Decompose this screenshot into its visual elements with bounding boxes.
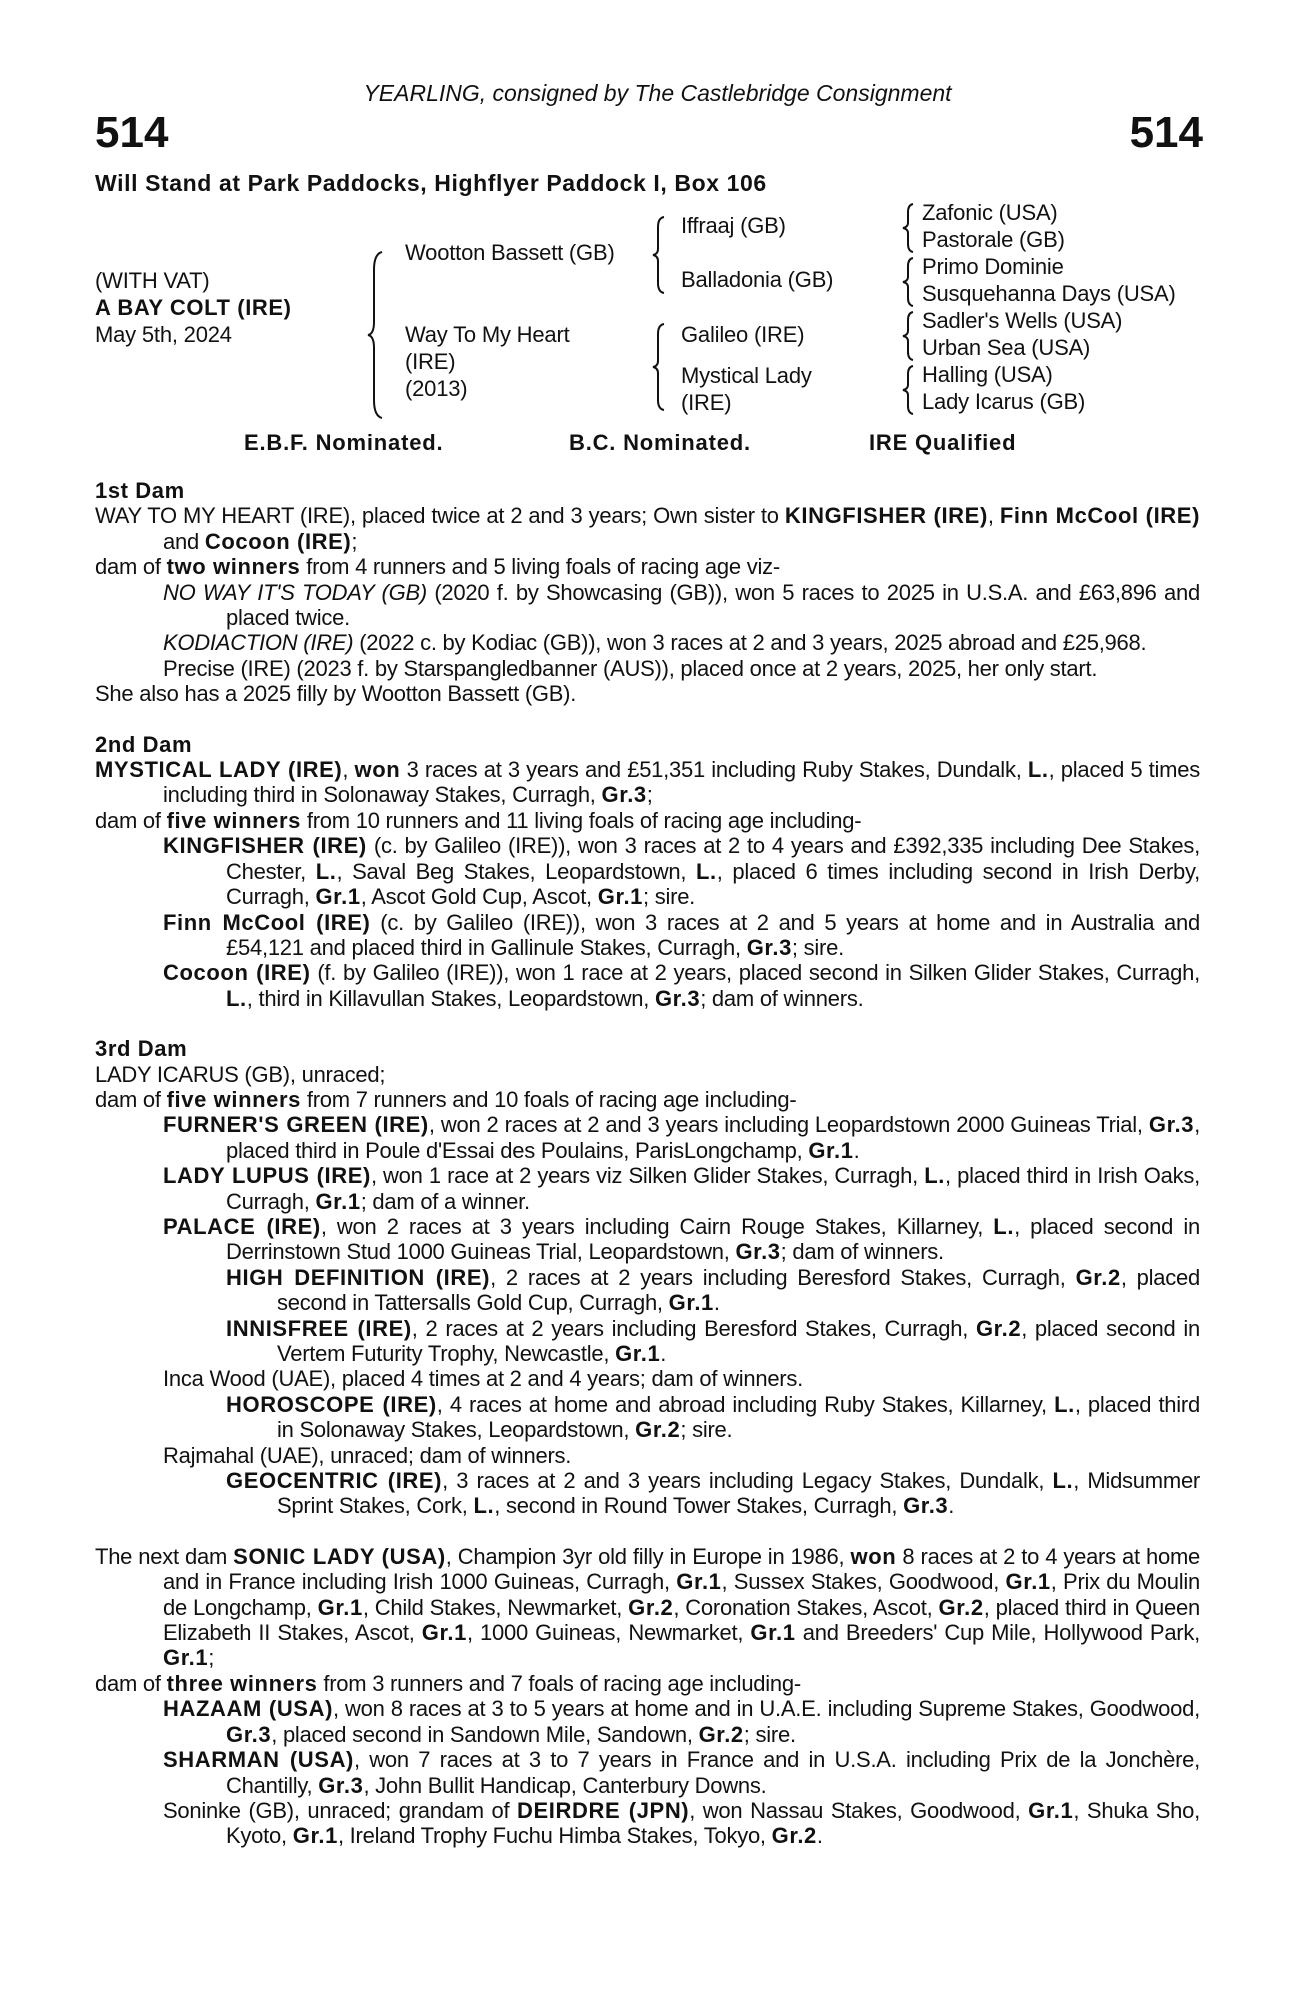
produce-record [95, 1265, 1200, 1316]
bold-text: Finn McCool (IRE) [163, 909, 371, 935]
text: , won 2 races at 2 and 3 years including Leopardstown 2000 Guineas Trial, [428, 1112, 1149, 1138]
text: ; [351, 528, 358, 554]
bold-text: L. [993, 1213, 1015, 1239]
bold-text: L. [696, 858, 717, 884]
text: and [163, 528, 205, 554]
ancestor-6: Urban Sea (USA) [922, 335, 1091, 360]
text: , 4 races at home and abroad including Ruby Stakes, Killarney, [436, 1391, 1055, 1417]
produce-record [95, 808, 1200, 833]
text: , placed third in Queen Elizabeth II Stakes, Ascot, [163, 1594, 1200, 1646]
produce-record [95, 656, 1200, 681]
bold-text: L. [1027, 757, 1049, 783]
bold-text: LADY LUPUS (IRE) [163, 1163, 371, 1189]
text: , won 1 race at 2 years viz Silken Glider Stakes, Curragh, [370, 1163, 925, 1189]
text: (c. by Galileo (IRE)), won 3 races at 2 to 4 years and £392,335 including Dee Stakes, Chester, [226, 833, 1200, 884]
text: , placed 5 times including third in Solonaway Stakes, Curragh, [163, 757, 1200, 808]
bold-text: five winners [166, 807, 301, 833]
text: , Ireland Trophy Fuchu Himba Stakes, Tokyo, [337, 1823, 772, 1849]
bold-text: Gr.2 [938, 1594, 984, 1620]
bold-text: Gr.1 [1028, 1797, 1074, 1823]
text: , placed second in Derrinstown Stud 1000 Guineas Trial, Leopardstown, [226, 1213, 1200, 1265]
bold-text: L. [924, 1163, 945, 1189]
text: , Champion 3yr old filly in Europe in 1986, [445, 1543, 851, 1569]
text: , placed 6 times including second in Irish Derby, Curragh, [226, 858, 1200, 910]
bold-text: Gr.2 [635, 1417, 681, 1443]
text: from 4 runners and 5 living foals of racing age viz- [300, 554, 780, 580]
dam-line-2: (IRE) [405, 349, 456, 374]
bold-text: INNISFREE (IRE) [226, 1315, 412, 1341]
text: LADY ICARUS (GB), unraced; [95, 1061, 386, 1087]
section-heading: 2nd Dam [95, 731, 193, 757]
text: , won 7 races at 3 to 7 years in France and in U.S.A. including Prix de la Jonchère, Chantilly, [226, 1747, 1201, 1798]
bold-text: Gr.1 [615, 1341, 661, 1366]
bold-text: MYSTICAL LADY (IRE) [95, 757, 343, 783]
text: ; sire. [743, 1721, 796, 1747]
text: Inca Wood (UAE), placed 4 times at 2 and 4 years; dam of winners. [163, 1366, 803, 1392]
ancestor-5: Sadler's Wells (USA) [922, 308, 1123, 333]
produce-record [95, 1214, 1200, 1265]
produce-record [95, 503, 1200, 554]
dam-line-3: (2013) [405, 376, 468, 401]
bold-text: two winners [166, 554, 301, 580]
produce-record [95, 757, 1200, 808]
foaling-date: May 5th, 2024 [95, 322, 232, 347]
brace-icon [902, 310, 916, 362]
text: . [713, 1290, 720, 1316]
produce-record [95, 1366, 1200, 1391]
nomination-ire: IRE Qualified [869, 430, 1017, 455]
section-heading: 3rd Dam [95, 1036, 188, 1062]
bold-text: Gr.3 [735, 1239, 781, 1265]
bold-text: L. [1054, 1391, 1075, 1417]
bold-text: won [850, 1543, 897, 1569]
bold-text: Gr.1 [317, 1594, 363, 1620]
text: , placed third in Solonaway Stakes, Leopardstown, [277, 1391, 1200, 1443]
bold-text: Gr.1 [597, 884, 643, 910]
produce-record [95, 1392, 1200, 1443]
brace-icon [652, 215, 668, 295]
bold-text: Gr.1 [1005, 1569, 1051, 1595]
bold-text: Gr.2 [771, 1823, 817, 1849]
bold-text: Cocoon (IRE) [163, 960, 311, 986]
text: (f. by Galileo (IRE)), won 1 race at 2 years, placed second in Silken Glider Stakes, Curragh, [310, 960, 1200, 986]
ancestor-8: Lady Icarus (GB) [922, 389, 1086, 414]
text: , second in Round Tower Stakes, Curragh, [494, 1493, 904, 1519]
text: . [853, 1137, 860, 1163]
text: ; sire. [680, 1417, 733, 1443]
text: (c. by Galileo (IRE)), won 3 races at 2 and 5 years at home and in Australia and £54,121 and placed third in Gallinule Stakes, Curragh, [226, 909, 1200, 960]
text: from 10 runners and 11 living foals of racing age including- [300, 807, 862, 833]
dam-section [95, 1036, 1200, 1519]
text: , Ascot Gold Cup, Ascot, [360, 884, 598, 910]
bold-text: Gr.2 [628, 1594, 674, 1620]
bold-text: Gr.2 [1075, 1264, 1121, 1290]
produce-record [95, 1163, 1200, 1214]
bold-text: Gr.3 [318, 1772, 364, 1798]
produce-record [95, 1798, 1200, 1849]
dam-section [95, 478, 1200, 707]
text: , placed second in Vertem Futurity Trophy, Newcastle, [277, 1315, 1200, 1366]
brace-icon [902, 202, 916, 254]
bold-text: three winners [166, 1670, 318, 1696]
bold-text: Gr.1 [808, 1137, 854, 1163]
lot-number-right: 514 [1129, 108, 1203, 157]
bold-text: PALACE (IRE) [163, 1213, 321, 1239]
bold-text: HIGH DEFINITION (IRE) [226, 1264, 491, 1290]
bold-text: GEOCENTRIC (IRE) [226, 1468, 443, 1494]
text: ; [646, 782, 653, 808]
consignment-line: YEARLING, consigned by The Castlebridge Consignment [363, 80, 952, 106]
text: , Prix du Moulin de Longchamp, [163, 1569, 1200, 1620]
text: ; sire. [643, 884, 696, 910]
produce-record [95, 1468, 1200, 1519]
bold-text: KINGFISHER (IRE) [163, 833, 367, 859]
produce-record [95, 1671, 1200, 1696]
text: . [816, 1823, 823, 1849]
text: WAY TO MY HEART (IRE), placed twice at 2 and 3 years; Own sister to [95, 503, 785, 529]
text: from 3 runners and 7 foals of racing age including- [317, 1670, 801, 1696]
bold-text: Gr.3 [654, 985, 701, 1011]
bold-text: HOROSCOPE (IRE) [226, 1391, 437, 1417]
sire-sire: Iffraaj (GB) [681, 213, 786, 238]
bold-text: Gr.1 [292, 1823, 338, 1849]
text: ; [208, 1645, 215, 1671]
produce-record [95, 630, 1200, 655]
bold-text: Gr.1 [421, 1620, 467, 1646]
text: , won Nassau Stakes, Goodwood, [689, 1797, 1029, 1823]
text: , won 8 races at 3 to 5 years at home and in U.A.E. including Supreme Stakes, Goodwood, [333, 1696, 1200, 1722]
text: ; dam of winners. [780, 1239, 944, 1265]
text: , 2 races at 2 years including Beresford Stakes, Curragh, [490, 1264, 1076, 1290]
bold-text: HAZAAM (USA) [163, 1696, 333, 1722]
nomination-ebf: E.B.F. Nominated. [244, 430, 444, 455]
section-heading: 1st Dam [95, 478, 185, 503]
text: , Saval Beg Stakes, Leopardstown, [336, 858, 697, 884]
produce-record [95, 1443, 1200, 1468]
produce-record [95, 681, 1200, 706]
ancestor-4: Susquehanna Days (USA) [922, 281, 1176, 306]
text: , Child Stakes, Newmarket, [362, 1594, 629, 1620]
text: dam of [95, 1086, 167, 1112]
text: 8 races at 2 to 4 years at home and in France including Irish 1000 Guineas, Curragh, [163, 1543, 1201, 1595]
dam-dam-line-1: Mystical Lady [681, 363, 812, 388]
text: , 1000 Guineas, Newmarket, [466, 1620, 751, 1646]
bold-text: Gr.1 [676, 1569, 722, 1595]
text: , Coronation Stakes, Ascot, [673, 1594, 939, 1620]
horse-name: A BAY COLT (IRE) [95, 295, 292, 320]
bold-text: won [354, 757, 401, 783]
text: . [660, 1341, 667, 1366]
text: Precise (IRE) (2023 f. by Starspangledbanner (AUS)), placed once at 2 years, 2025, her only start. [163, 655, 1098, 681]
bold-text: Gr.1 [750, 1620, 796, 1646]
text: , John Bullit Handicap, Canterbury Downs. [363, 1772, 767, 1798]
text: , Sussex Stakes, Goodwood, [721, 1569, 1006, 1595]
bold-text: Gr.3 [746, 934, 792, 960]
text: , placed third in Poule d'Essai des Poulains, ParisLongchamp, [226, 1112, 1200, 1163]
sire: Wootton Bassett (GB) [405, 240, 615, 265]
text: dam of [95, 807, 167, 833]
dam-section [95, 1544, 1200, 1849]
text: ; dam of winners. [700, 985, 864, 1011]
bold-text: Gr.3 [226, 1721, 272, 1747]
catalogue-body [95, 478, 1200, 1874]
produce-record [95, 1747, 1200, 1798]
bold-text: Gr.1 [668, 1290, 714, 1316]
sire-dam: Balladonia (GB) [681, 267, 834, 292]
bold-text: L. [473, 1493, 495, 1519]
text: dam of [95, 554, 167, 580]
produce-record [95, 833, 1200, 909]
produce-record [95, 1062, 1200, 1087]
text: The next dam [95, 1543, 234, 1569]
bold-text: Gr.3 [601, 782, 647, 808]
text: from 7 runners and 10 foals of racing age including- [300, 1086, 797, 1112]
dam-line-1: Way To My Heart [405, 322, 570, 347]
bold-text: FURNER'S GREEN (IRE) [163, 1112, 429, 1138]
brace-icon [368, 250, 388, 420]
italic-text: KODIACTION (IRE) [163, 630, 354, 656]
text: and Breeders' Cup Mile, Hollywood Park, [795, 1620, 1200, 1646]
text: , placed second in Tattersalls Gold Cup, Curragh, [277, 1264, 1200, 1316]
text: (2020 f. by Showcasing (GB)), won 5 races to 2025 in U.S.A. and £63,896 and placed twice. [226, 579, 1201, 631]
produce-record [95, 580, 1200, 631]
text: , [342, 757, 355, 783]
bold-text: Gr.3 [903, 1493, 949, 1519]
text: , Midsummer Sprint Stakes, Cork, [277, 1468, 1201, 1519]
text: Rajmahal (UAE), unraced; dam of winners. [163, 1442, 572, 1468]
bold-text: L. [315, 858, 337, 884]
text: , 2 races at 2 years including Beresford Stakes, Curragh, [411, 1315, 976, 1341]
text: dam of [95, 1670, 167, 1696]
bold-text: Gr.2 [698, 1721, 744, 1747]
bold-text: L. [1052, 1468, 1074, 1494]
produce-record [95, 960, 1200, 1011]
text: , Shuka Sho, Kyoto, [226, 1797, 1200, 1849]
text: She also has a 2025 filly by Wootton Bassett (GB). [95, 681, 577, 707]
text: . [948, 1493, 955, 1519]
produce-record [95, 1112, 1200, 1163]
text: Soninke (GB), unraced; grandam of [163, 1797, 518, 1823]
brace-icon [652, 322, 668, 412]
text: , third in Killavullan Stakes, Leopardstown, [246, 985, 655, 1011]
produce-record [95, 554, 1200, 579]
bold-text: SONIC LADY (USA) [233, 1543, 446, 1569]
produce-record [95, 1696, 1200, 1747]
bold-text: SHARMAN (USA) [163, 1747, 354, 1773]
bold-text: Gr.1 [315, 884, 361, 910]
bold-text: KINGFISHER (IRE) [784, 503, 988, 529]
bold-text: Cocoon (IRE) [204, 528, 352, 554]
text: ; sire. [791, 934, 844, 960]
text: , placed second in Sandown Mile, Sandown, [271, 1721, 699, 1747]
produce-record [95, 1544, 1200, 1671]
text: , placed third in Irish Oaks, Curragh, [226, 1163, 1201, 1214]
bold-text: Gr.1 [163, 1645, 209, 1671]
bold-text: DEIRDRE (JPN) [517, 1797, 690, 1823]
italic-text: NO WAY IT'S TODAY (GB) [163, 579, 427, 605]
ancestor-2: Pastorale (GB) [922, 227, 1065, 252]
nomination-bc: B.C. Nominated. [569, 430, 751, 455]
bold-text: Gr.2 [975, 1315, 1022, 1341]
text: (2022 c. by Kodiac (GB)), won 3 races at 2 and 3 years, 2025 abroad and £25,968. [353, 630, 1147, 656]
bold-text: L. [226, 985, 247, 1011]
dam-section [95, 732, 1200, 1011]
text: 3 races at 3 years and £51,351 including Ruby Stakes, Dundalk, [400, 757, 1028, 783]
dam-sire: Galileo (IRE) [681, 322, 805, 347]
bold-text: five winners [166, 1086, 301, 1112]
ancestor-1: Zafonic (USA) [922, 200, 1058, 225]
bold-text: Finn McCool (IRE) [999, 503, 1200, 529]
text: , 3 races at 2 and 3 years including Legacy Stakes, Dundalk, [442, 1468, 1053, 1494]
text: , won 2 races at 3 years including Cairn Rouge Stakes, Killarney, [320, 1213, 994, 1239]
produce-record [95, 1316, 1200, 1367]
text: , [987, 503, 1000, 529]
vat-note: (WITH VAT) [95, 268, 210, 293]
brace-icon [902, 364, 916, 416]
bold-text: Gr.1 [315, 1188, 361, 1214]
produce-record [95, 1087, 1200, 1112]
produce-record [95, 910, 1200, 961]
text: ; dam of a winner. [360, 1188, 530, 1214]
bold-text: Gr.3 [1148, 1112, 1195, 1138]
ancestor-3: Primo Dominie [922, 254, 1064, 279]
stabling-location: Will Stand at Park Paddocks, Highflyer Paddock I, Box 106 [95, 170, 767, 196]
dam-dam-line-2: (IRE) [681, 390, 732, 415]
lot-number-left: 514 [95, 108, 169, 157]
brace-icon [902, 256, 916, 308]
ancestor-7: Halling (USA) [922, 362, 1053, 387]
